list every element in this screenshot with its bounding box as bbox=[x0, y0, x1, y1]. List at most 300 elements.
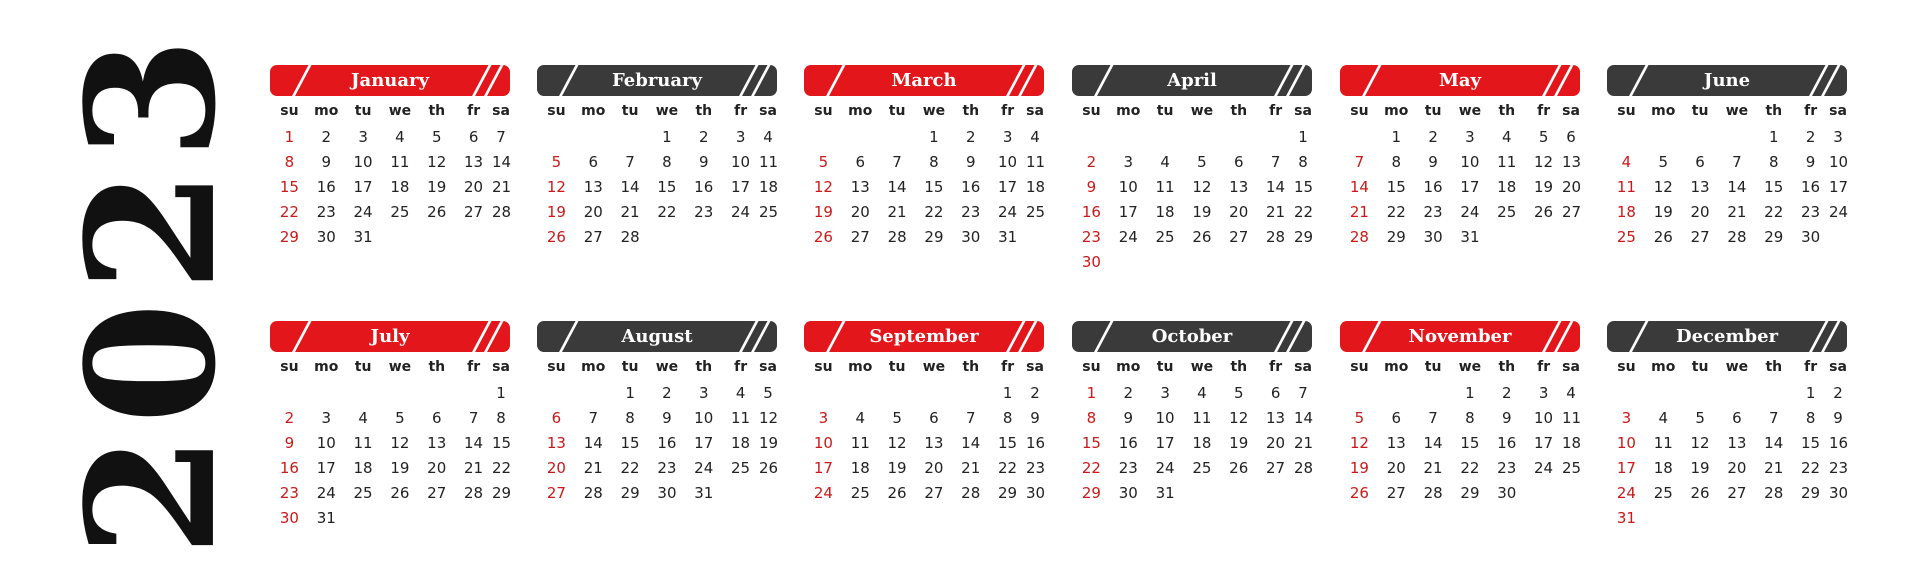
day-cell: 11 bbox=[731, 409, 751, 427]
day-cell: 28 bbox=[1266, 228, 1286, 246]
day-cell: 3 bbox=[1002, 128, 1013, 146]
day-cell bbox=[722, 225, 759, 250]
day-cell: 28 bbox=[1293, 459, 1314, 477]
day-cell: 26 bbox=[1192, 228, 1212, 246]
day-cell: 7 bbox=[625, 153, 635, 171]
day-cell bbox=[1257, 481, 1294, 506]
day-cell bbox=[879, 125, 916, 150]
day-cell bbox=[1026, 225, 1044, 250]
week-row bbox=[805, 200, 1044, 225]
week-row bbox=[1073, 150, 1312, 175]
day-cell: 23 bbox=[961, 203, 981, 221]
day-cell bbox=[575, 125, 612, 150]
day-cell: 20 bbox=[1229, 203, 1249, 221]
day-cell: 20 bbox=[583, 203, 603, 221]
weekday-label: mo bbox=[1384, 103, 1409, 119]
day-cell: 19 bbox=[390, 459, 410, 477]
day-cell bbox=[345, 506, 382, 531]
week-row bbox=[805, 175, 1044, 200]
day-cell: 22 bbox=[1764, 203, 1784, 221]
day-cell: 4 bbox=[735, 384, 746, 402]
weekday-label: fr bbox=[1269, 103, 1283, 119]
day-cell: 11 bbox=[758, 153, 779, 171]
week-row bbox=[538, 431, 777, 456]
day-cell: 16 bbox=[1118, 434, 1138, 452]
day-cell: 24 bbox=[998, 203, 1018, 221]
weekday-label: tu bbox=[1424, 359, 1442, 375]
day-cell: 25 bbox=[390, 203, 410, 221]
day-cell: 22 bbox=[924, 203, 944, 221]
day-cell bbox=[1562, 481, 1580, 506]
weekday-label: mo bbox=[1651, 359, 1676, 375]
weekday-label: sa bbox=[1562, 359, 1580, 375]
day-cell: 20 bbox=[850, 203, 870, 221]
day-cell: 31 bbox=[694, 484, 714, 502]
week-row bbox=[1608, 150, 1847, 175]
day-cell: 28 bbox=[1764, 484, 1784, 502]
day-cell: 26 bbox=[1534, 203, 1554, 221]
day-cell: 9 bbox=[321, 153, 332, 171]
day-cell: 22 bbox=[620, 459, 640, 477]
day-cell: 14 bbox=[1423, 434, 1443, 452]
day-cell: 11 bbox=[1616, 178, 1636, 196]
day-cell: 7 bbox=[496, 128, 506, 146]
day-cell: 28 bbox=[583, 484, 603, 502]
weekday-label: su bbox=[280, 103, 299, 119]
day-cell: 14 bbox=[491, 153, 512, 171]
month-header bbox=[537, 65, 777, 96]
day-cell: 7 bbox=[1732, 153, 1742, 171]
day-cell: 14 bbox=[887, 178, 907, 196]
weekday-label: th bbox=[428, 359, 446, 375]
day-cell: 7 bbox=[892, 153, 902, 171]
day-cell bbox=[952, 381, 989, 406]
day-cell bbox=[1073, 125, 1110, 150]
day-cell: 13 bbox=[583, 178, 603, 196]
day-cell: 15 bbox=[1386, 178, 1406, 196]
day-cell bbox=[492, 225, 510, 250]
day-cell: 11 bbox=[1192, 409, 1212, 427]
day-cell: 19 bbox=[1349, 459, 1369, 477]
week-row bbox=[538, 381, 777, 406]
day-cell: 5 bbox=[892, 409, 902, 427]
day-cell: 8 bbox=[1298, 153, 1308, 171]
day-cell: 9 bbox=[1086, 178, 1097, 196]
weekday-label: th bbox=[1765, 359, 1783, 375]
day-cell: 30 bbox=[1423, 228, 1443, 246]
day-cell: 15 bbox=[1801, 434, 1821, 452]
day-cell: 3 bbox=[1833, 128, 1843, 146]
weekday-label: we bbox=[655, 359, 679, 375]
week-row bbox=[805, 225, 1044, 250]
day-cell: 22 bbox=[491, 459, 512, 477]
day-cell: 28 bbox=[1727, 228, 1747, 246]
day-cell: 7 bbox=[966, 409, 976, 427]
day-cell: 17 bbox=[1118, 203, 1138, 221]
day-cell: 13 bbox=[546, 434, 566, 452]
week-row bbox=[271, 481, 510, 506]
weekday-label: sa bbox=[492, 103, 510, 119]
week-row bbox=[538, 125, 777, 150]
weekday-label: tu bbox=[888, 359, 906, 375]
day-cell bbox=[271, 381, 308, 406]
day-cell bbox=[1415, 381, 1452, 406]
day-cell: 20 bbox=[464, 178, 484, 196]
day-cell: 1 bbox=[1769, 128, 1779, 146]
day-cell: 13 bbox=[850, 178, 870, 196]
day-cell: 25 bbox=[1561, 459, 1582, 477]
day-cell: 8 bbox=[1391, 153, 1402, 171]
week-row bbox=[538, 150, 777, 175]
day-cell: 28 bbox=[620, 228, 640, 246]
weekday-label: fr bbox=[734, 103, 748, 119]
day-cell: 13 bbox=[427, 434, 447, 452]
weekday-label: th bbox=[428, 103, 446, 119]
year-label bbox=[48, 27, 255, 557]
day-cell bbox=[1220, 250, 1257, 275]
day-cell: 16 bbox=[1801, 178, 1821, 196]
day-cell: 31 bbox=[316, 509, 336, 527]
day-cell bbox=[842, 125, 879, 150]
day-cell: 4 bbox=[395, 128, 405, 146]
day-cell: 27 bbox=[583, 228, 603, 246]
day-cell: 1 bbox=[1002, 384, 1013, 402]
day-cell: 31 bbox=[353, 228, 373, 246]
day-cell: 24 bbox=[1460, 203, 1480, 221]
weekday-label: mo bbox=[1651, 103, 1676, 119]
week-row bbox=[805, 406, 1044, 431]
week-row bbox=[271, 381, 510, 406]
day-cell: 17 bbox=[1616, 459, 1636, 477]
weekday-label: su bbox=[814, 103, 833, 119]
day-cell: 30 bbox=[279, 509, 299, 527]
week-row bbox=[538, 456, 777, 481]
day-cell: 15 bbox=[279, 178, 299, 196]
month-header bbox=[804, 65, 1044, 96]
day-cell: 30 bbox=[1081, 253, 1101, 271]
day-cell: 31 bbox=[1616, 509, 1636, 527]
day-cell bbox=[685, 225, 722, 250]
month-header bbox=[1607, 65, 1847, 96]
day-cell: 28 bbox=[491, 203, 512, 221]
day-cell: 19 bbox=[1534, 178, 1554, 196]
day-cell: 9 bbox=[965, 153, 976, 171]
day-cell: 27 bbox=[1266, 459, 1286, 477]
day-cell: 18 bbox=[1497, 178, 1517, 196]
day-cell: 18 bbox=[390, 178, 410, 196]
day-cell: 21 bbox=[961, 459, 981, 477]
day-cell: 13 bbox=[1266, 409, 1286, 427]
day-cell: 27 bbox=[1386, 484, 1406, 502]
day-cell bbox=[1645, 506, 1682, 531]
day-cell: 18 bbox=[1561, 434, 1582, 452]
day-cell: 3 bbox=[358, 128, 368, 146]
day-cell: 5 bbox=[763, 384, 773, 402]
week-row bbox=[1073, 431, 1312, 456]
day-cell: 5 bbox=[1354, 409, 1365, 427]
day-cell: 11 bbox=[1497, 153, 1517, 171]
month-name: June bbox=[1703, 70, 1751, 91]
week-row bbox=[1608, 175, 1847, 200]
day-cell: 18 bbox=[1155, 203, 1175, 221]
day-cell: 14 bbox=[464, 434, 484, 452]
day-cell: 2 bbox=[699, 128, 709, 146]
weekday-label: su bbox=[1350, 359, 1369, 375]
day-cell: 25 bbox=[1155, 228, 1175, 246]
day-cell: 1 bbox=[1298, 128, 1308, 146]
day-cell: 29 bbox=[924, 228, 944, 246]
day-cell bbox=[1682, 506, 1719, 531]
day-cell: 11 bbox=[353, 434, 373, 452]
day-cell: 18 bbox=[1192, 434, 1212, 452]
day-cell bbox=[575, 381, 612, 406]
day-cell: 20 bbox=[1727, 459, 1747, 477]
month-header bbox=[270, 65, 510, 96]
day-cell: 23 bbox=[279, 484, 299, 502]
month-may bbox=[1340, 65, 1580, 250]
day-cell: 26 bbox=[1349, 484, 1369, 502]
day-cell: 10 bbox=[998, 153, 1018, 171]
day-cell: 12 bbox=[1690, 434, 1710, 452]
day-cell bbox=[1294, 250, 1312, 275]
day-cell: 21 bbox=[1266, 203, 1286, 221]
day-cell: 25 bbox=[1497, 203, 1517, 221]
month-name: January bbox=[351, 70, 429, 91]
weekday-label: mo bbox=[1116, 103, 1141, 119]
day-cell: 30 bbox=[316, 228, 336, 246]
day-cell: 4 bbox=[358, 409, 368, 427]
day-cell: 20 bbox=[1266, 434, 1286, 452]
day-cell bbox=[538, 381, 575, 406]
day-cell: 16 bbox=[1828, 434, 1849, 452]
month-january bbox=[270, 65, 510, 250]
month-header bbox=[270, 321, 510, 352]
day-cell bbox=[1562, 225, 1580, 250]
day-cell: 11 bbox=[1155, 178, 1175, 196]
month-october bbox=[1072, 321, 1312, 506]
weekday-label: we bbox=[1190, 103, 1214, 119]
day-cell: 17 bbox=[731, 178, 751, 196]
week-row bbox=[1073, 125, 1312, 150]
day-cell: 6 bbox=[1732, 409, 1742, 427]
day-cell bbox=[805, 125, 842, 150]
weekday-label: sa bbox=[759, 103, 777, 119]
weekday-label: tu bbox=[1156, 359, 1174, 375]
day-cell bbox=[1257, 250, 1294, 275]
week-row bbox=[271, 225, 510, 250]
weekday-label: th bbox=[962, 359, 980, 375]
day-cell: 15 bbox=[620, 434, 640, 452]
day-cell: 3 bbox=[1621, 409, 1632, 427]
day-cell: 15 bbox=[1764, 178, 1784, 196]
weekday-header-row bbox=[271, 100, 510, 122]
weekday-header-row bbox=[538, 356, 777, 378]
weekday-label: mo bbox=[314, 359, 339, 375]
day-cell: 24 bbox=[1534, 459, 1554, 477]
day-cell: 19 bbox=[758, 434, 779, 452]
week-row bbox=[1608, 406, 1847, 431]
day-cell: 23 bbox=[316, 203, 336, 221]
day-cell: 17 bbox=[1155, 434, 1175, 452]
day-cell bbox=[1184, 125, 1221, 150]
day-cell: 9 bbox=[1501, 409, 1512, 427]
day-cell: 26 bbox=[427, 203, 447, 221]
day-cell: 3 bbox=[818, 409, 829, 427]
day-cell: 6 bbox=[1695, 153, 1705, 171]
day-cell: 23 bbox=[1423, 203, 1443, 221]
day-cell: 31 bbox=[1460, 228, 1480, 246]
day-cell bbox=[1257, 125, 1294, 150]
day-cell bbox=[1341, 381, 1378, 406]
weekday-label: th bbox=[1498, 103, 1516, 119]
day-cell: 28 bbox=[961, 484, 981, 502]
day-cell: 30 bbox=[657, 484, 677, 502]
day-cell bbox=[455, 225, 492, 250]
day-cell: 17 bbox=[1460, 178, 1480, 196]
day-cell: 14 bbox=[1266, 178, 1286, 196]
weekday-label: we bbox=[922, 359, 946, 375]
weekday-label: su bbox=[1082, 359, 1101, 375]
weekday-label: su bbox=[547, 359, 566, 375]
day-cell: 22 bbox=[1293, 203, 1314, 221]
day-cell: 19 bbox=[1229, 434, 1249, 452]
day-cell: 12 bbox=[390, 434, 410, 452]
weekday-label: th bbox=[1498, 359, 1516, 375]
day-cell: 16 bbox=[1025, 434, 1046, 452]
weekday-label: sa bbox=[759, 359, 777, 375]
week-row bbox=[805, 456, 1044, 481]
day-cell: 29 bbox=[1460, 484, 1480, 502]
day-cell: 14 bbox=[1727, 178, 1747, 196]
day-cell: 6 bbox=[1270, 384, 1281, 402]
day-cell bbox=[418, 506, 455, 531]
weekday-label: sa bbox=[1294, 103, 1312, 119]
week-row bbox=[1608, 431, 1847, 456]
day-grid bbox=[1072, 381, 1312, 506]
day-cell: 23 bbox=[1801, 203, 1821, 221]
day-cell: 20 bbox=[1386, 459, 1406, 477]
day-cell: 17 bbox=[813, 459, 833, 477]
day-cell: 19 bbox=[887, 459, 907, 477]
day-cell bbox=[916, 381, 953, 406]
day-cell: 5 bbox=[395, 409, 405, 427]
weekday-label: tu bbox=[354, 103, 372, 119]
week-row bbox=[805, 481, 1044, 506]
day-cell: 20 bbox=[546, 459, 566, 477]
day-cell: 6 bbox=[588, 153, 599, 171]
weekday-label: mo bbox=[1116, 359, 1141, 375]
weekday-label: th bbox=[695, 359, 713, 375]
week-row bbox=[271, 506, 510, 531]
day-cell bbox=[1147, 125, 1184, 150]
day-cell: 22 bbox=[1081, 459, 1101, 477]
day-cell: 4 bbox=[763, 128, 773, 146]
month-july bbox=[270, 321, 510, 531]
month-name: March bbox=[891, 70, 957, 91]
day-cell: 17 bbox=[694, 434, 714, 452]
week-row bbox=[1608, 456, 1847, 481]
day-cell: 19 bbox=[1653, 203, 1673, 221]
weekday-label: sa bbox=[1294, 359, 1312, 375]
day-cell: 3 bbox=[1465, 128, 1475, 146]
day-cell: 5 bbox=[1695, 409, 1705, 427]
day-cell: 12 bbox=[758, 409, 779, 427]
day-cell: 1 bbox=[284, 128, 295, 146]
week-row bbox=[1341, 431, 1580, 456]
day-cell: 9 bbox=[284, 434, 295, 452]
day-cell: 26 bbox=[1653, 228, 1673, 246]
day-cell: 8 bbox=[1002, 409, 1013, 427]
day-cell: 24 bbox=[1118, 228, 1138, 246]
day-cell: 18 bbox=[1025, 178, 1046, 196]
day-cell: 26 bbox=[1690, 484, 1710, 502]
day-cell: 31 bbox=[998, 228, 1018, 246]
day-cell: 16 bbox=[961, 178, 981, 196]
weekday-header-row bbox=[1608, 100, 1847, 122]
day-cell: 26 bbox=[758, 459, 779, 477]
day-cell: 8 bbox=[662, 153, 672, 171]
day-cell: 31 bbox=[1155, 484, 1175, 502]
day-cell bbox=[345, 381, 382, 406]
weekday-label: we bbox=[1190, 359, 1214, 375]
day-cell: 29 bbox=[279, 228, 299, 246]
day-cell: 18 bbox=[758, 178, 779, 196]
day-cell: 2 bbox=[1502, 384, 1512, 402]
weekday-label: tu bbox=[621, 359, 639, 375]
weekday-label: su bbox=[1082, 103, 1101, 119]
day-cell bbox=[1608, 125, 1645, 150]
day-cell: 5 bbox=[432, 128, 442, 146]
weekday-header-row bbox=[1341, 356, 1580, 378]
month-header bbox=[537, 321, 777, 352]
day-cell: 3 bbox=[699, 384, 709, 402]
weekday-label: fr bbox=[467, 103, 481, 119]
day-cell: 29 bbox=[1386, 228, 1406, 246]
day-cell: 29 bbox=[491, 484, 512, 502]
day-cell bbox=[1719, 381, 1756, 406]
day-cell: 21 bbox=[620, 203, 640, 221]
weekday-label: tu bbox=[1691, 103, 1709, 119]
day-cell: 5 bbox=[1197, 153, 1207, 171]
day-cell bbox=[612, 125, 649, 150]
day-cell: 25 bbox=[1025, 203, 1046, 221]
day-cell: 19 bbox=[1192, 203, 1212, 221]
day-cell: 8 bbox=[284, 153, 295, 171]
day-cell: 27 bbox=[427, 484, 447, 502]
day-cell: 10 bbox=[1616, 434, 1636, 452]
day-cell: 10 bbox=[694, 409, 714, 427]
day-cell: 4 bbox=[1197, 384, 1207, 402]
day-cell: 21 bbox=[1349, 203, 1369, 221]
day-cell: 27 bbox=[1690, 228, 1710, 246]
day-cell: 6 bbox=[551, 409, 562, 427]
day-cell: 20 bbox=[427, 459, 447, 477]
day-cell bbox=[722, 481, 759, 506]
day-cell: 2 bbox=[1123, 384, 1134, 402]
day-cell: 2 bbox=[662, 384, 672, 402]
day-grid bbox=[1340, 381, 1580, 506]
day-cell: 12 bbox=[1349, 434, 1369, 452]
day-cell: 3 bbox=[1123, 153, 1134, 171]
day-cell bbox=[1682, 125, 1719, 150]
day-cell bbox=[1792, 506, 1829, 531]
day-cell: 14 bbox=[1349, 178, 1369, 196]
day-cell: 21 bbox=[583, 459, 603, 477]
day-grid bbox=[1607, 381, 1847, 531]
day-cell bbox=[1719, 125, 1756, 150]
day-cell: 1 bbox=[625, 384, 635, 402]
day-cell bbox=[1682, 381, 1719, 406]
